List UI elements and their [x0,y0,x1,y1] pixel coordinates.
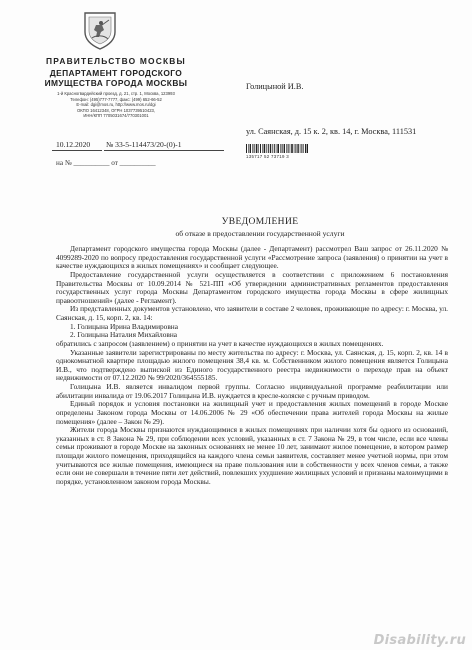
department-contacts [10,91,222,119]
paragraph-request: Департамент городского имущества города Москвы (далее - Департамент) рассмотрел Ваш запрос от 26.11.2020 № 4099289-2020 по вопросу предоставления государственной услуги «Рассмотрение запроса (заявления) о принятии на учет в качестве нуждающихся в жилых помещениях» и сообщает следующее. [56,244,448,271]
registration-date: 10.12.2020 [56,140,91,149]
contact-email: E-mail: dgi@mos.ru, http://www.mos.ru/dgi [76,102,156,108]
paragraph-disability: Голицына И.В. является инвалидом первой группы. Согласно индивидуальной программе реабилитации или абилитации инвалида от 19.06.2017 Голицына И.В. нуждается в кресле-коляске с ручным приводом. [56,382,448,400]
applicant-2: 2. Голицына Наталия Михайловна [70,330,178,340]
paragraph-law-29: Единый порядок и условия постановки на жилищный учет и предоставления жилых помещений в городе Москве определены Законом города Москвы от 14.06.2006 № 29 «Об обеспечении права жителей города Москвы на жилые помещения» (далее – Закон № 29). [56,399,448,426]
contact-inn: ИНН/КПП 7705031674/770301001 [83,113,149,119]
registration-date-underline [52,150,102,151]
department-heading [10,68,222,88]
site-watermark: Disability.ru [373,633,466,648]
government-heading: ПРАВИТЕЛЬСТВО МОСКВЫ [46,56,186,66]
paragraph-conditions: Жители города Москвы признаются нуждающимися в жилых помещениях при наличии хотя бы одного из оснований, указанных в ст. 8 Закона № 29, при соблюдении всех условий, указанных в ст. 7 Закона № 29, в том числе, если все члены семьи проживают в городе Москве на законных основаниях не менее 10 лет, занимают жилое помещение, в котором размер площади жилого помещения, приходящийся на каждого члена семьи заявителя, составляет менее учетной нормы, при этом учитываются все жилые помещения, имеющиеся на праве пользования или в собственности у всех членов семьи, а также если они не совершали в течение пяти лет действий, повлекших ухудшение жилищных условий и признаны малоимущими в порядке, установленном законом города Москвы. [56,425,448,486]
paragraph-applied: обратились с запросом (заявлением) о принятии на учет в качестве нуждающихся в жилых помещениях. [56,338,384,348]
postal-barcode-icon [246,144,308,153]
department-line-1: ДЕПАРТАМЕНТ ГОРОДСКОГО [49,68,183,78]
registration-number: № 33-5-114473/20-(0)-1 [106,140,182,149]
applicant-1: 1. Голицына Ирина Владимировна [70,321,179,331]
contact-phone: Телефон: (495)777-7777, факс: (499) 652-66-52 [70,96,162,102]
recipient-address: ул. Саянская, д. 15 к. 2, кв. 14, г. Москва, 111531 [246,127,417,136]
notice-subtitle: об отказе в предоставлении государственной услуги [175,229,345,238]
incoming-reference: на № __________ от __________ [56,159,156,167]
moscow-coat-of-arms-icon [82,10,118,50]
paragraph-applicants: Из представленных документов установлено, что заявители в составе 2 человек, проживающие по адресу: г. Москва, ул. Саянская, д. 15, корп. 2, кв. 14: [56,304,448,322]
notice-title: УВЕДОМЛЕНИЕ [221,217,299,227]
barcode-number: 135717 52 73719 3 [246,154,289,159]
recipient-name: Голицыной И.В. [246,82,304,91]
paragraph-legal-basis: Предоставление государственной услуги осуществляется в соответствии с приложением 6 постановления Правительства Москвы от 10.09.2014 № 521-ПП «Об утверждении административных регламентов предоставления государственных услуг города Москвы Департаментом городского имущества города Москвы в сфере жилищных правоотношений» (далее - Регламент). [56,269,448,305]
contact-okpo: ОКПО 16412348, ОГРН 1037739510423, [76,107,156,113]
contact-address: 1-й Красногвардейский проезд, д. 21, стр. 1, Москва, 123993 [57,91,175,96]
notice-body [56,245,448,487]
department-line-2: ИМУЩЕСТВА ГОРОДА МОСКВЫ [44,78,188,88]
paragraph-registration: Указанные заявители зарегистрированы по месту жительства по адресу: г. Москва, ул. Саянская, д. 15, корп. 2, кв. 14 в однокомнатной квартире площадью жилого помещения 38,4 кв. м. Собственником жилого помещения является Голицына И.В., что подтверждено выпиской из Единого государственного реестра недвижимости о переходе прав на объект недвижимости от 07.12.2020 № 99/2020/364555185. [56,347,448,383]
registration-number-underline [104,150,224,151]
